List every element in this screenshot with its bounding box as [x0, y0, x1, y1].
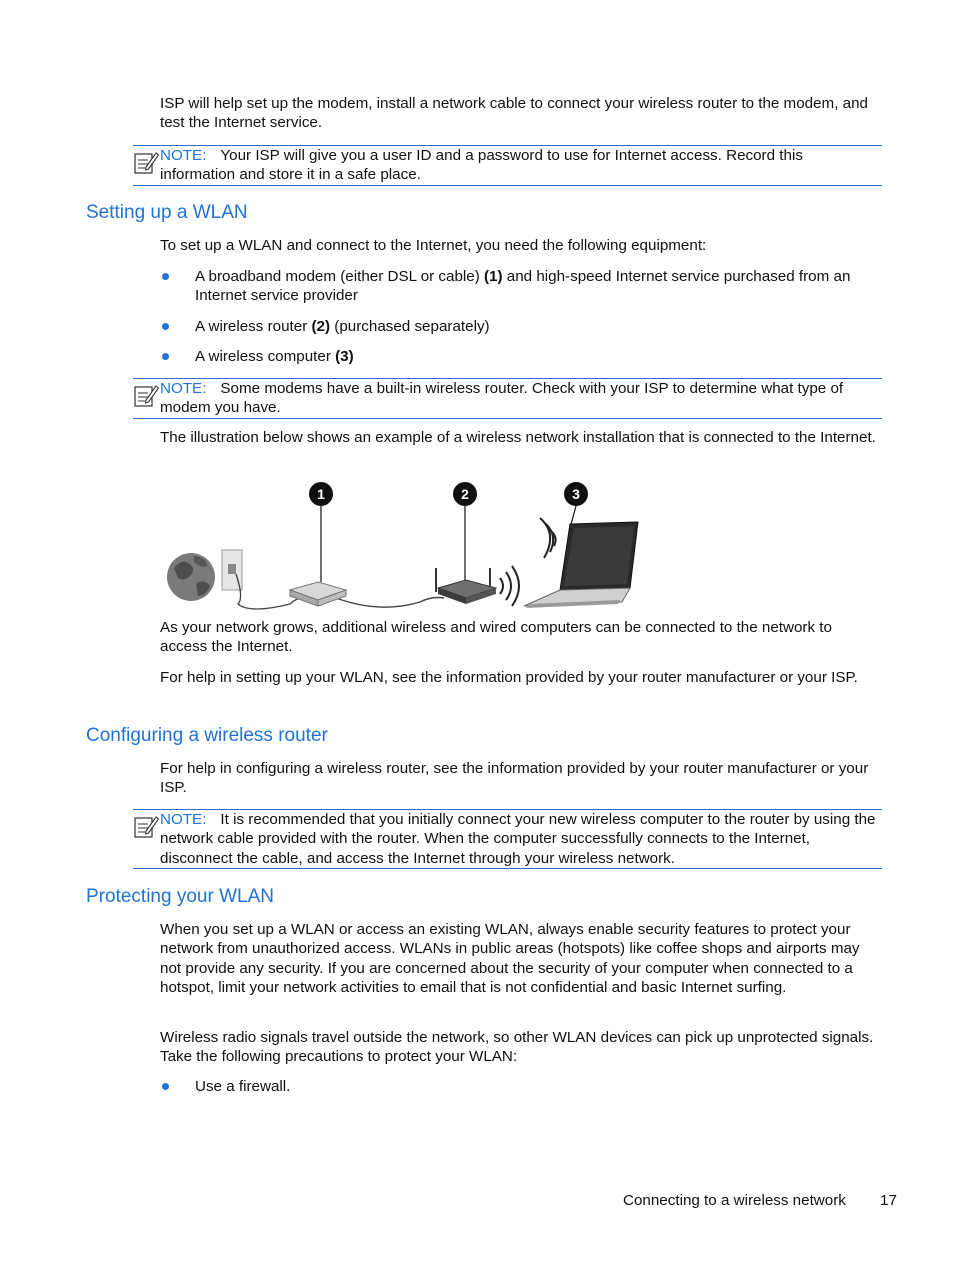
list-item-computer: A wireless computer (3)	[160, 347, 882, 367]
precautions-paragraph: Wireless radio signals travel outside the network, so other WLAN devices can pick up unprotected signals. Take the following precautions to protect your WLAN:	[160, 1029, 874, 1066]
page-number: 17	[880, 1192, 897, 1209]
network-grows-paragraph: As your network grows, additional wireless and wired computers can be connected to the network to access the Internet.	[160, 619, 832, 656]
security-paragraph: When you set up a WLAN or access an existing WLAN, always enable security features to protect your network from unauthorized access. WLANs in public areas (hotspots) like coffee shops and airports may not provide any security. If you are concerned about the security of your computer when connected to a hotspot, limit your network activities to email that is not confidential and basic Internet surfing.	[160, 921, 860, 997]
note-box-network-cable	[133, 809, 882, 869]
callout-1	[309, 482, 333, 506]
note-box-modem-router	[133, 378, 882, 419]
list-item-router: A wireless router (2) (purchased separately)	[160, 317, 882, 337]
wifi-signal-icon	[500, 566, 519, 606]
note-label: NOTE:	[160, 811, 207, 828]
list-item-firewall: Use a firewall.	[160, 1077, 882, 1097]
note-content: Some modems have a built-in wireless router. Check with your ISP to determine what type of modem you have.	[160, 380, 844, 417]
laptop-icon	[524, 522, 638, 608]
list-item-modem: A broadband modem (either DSL or cable) (1) and high-speed Internet service purchased from an Internet service provider	[160, 267, 882, 307]
globe-icon	[167, 553, 215, 601]
callout-2	[453, 482, 477, 506]
svg-text:1: 1	[317, 486, 325, 502]
wlan-help-paragraph: For help in setting up your WLAN, see the information provided by your router manufacturer or your ISP.	[160, 669, 858, 686]
note-content: It is recommended that you initially connect your new wireless computer to the router by using the network cable provided with the router. When the computer successfully connects to the Internet, disconnect the cable, and access the Internet through your wireless network.	[160, 811, 876, 867]
bullet-icon	[162, 353, 169, 360]
heading-protecting-wlan: Protecting your WLAN	[86, 886, 274, 907]
bullet-icon	[162, 273, 169, 280]
svg-text:3: 3	[572, 486, 580, 502]
heading-setting-up-wlan: Setting up a WLAN	[86, 202, 248, 223]
note-pencil-icon	[133, 149, 159, 175]
router-icon	[436, 568, 496, 604]
callout-3	[564, 482, 588, 506]
wireless-network-illustration	[160, 478, 650, 614]
router-help-paragraph: For help in configuring a wireless router, see the information provided by your router manufacturer or your ISP.	[160, 760, 869, 797]
note-pencil-icon	[133, 813, 159, 839]
wifi-signal-icon	[540, 518, 556, 558]
note-label: NOTE:	[160, 147, 207, 164]
bullet-icon	[162, 323, 169, 330]
note-pencil-icon	[133, 382, 159, 408]
note-text	[160, 810, 882, 868]
modem-icon	[290, 582, 346, 606]
heading-configuring-router: Configuring a wireless router	[86, 725, 328, 746]
illustration-intro: The illustration below shows an example of a wireless network installation that is connected to the Internet.	[160, 429, 876, 446]
svg-text:2: 2	[461, 486, 469, 502]
note-content: Your ISP will give you a user ID and a password to use for Internet access. Record this information and store it in a safe place.	[160, 147, 803, 184]
note-label: NOTE:	[160, 380, 207, 397]
equipment-intro: To set up a WLAN and connect to the Internet, you need the following equipment:	[160, 237, 707, 254]
note-box-isp-credentials	[133, 145, 882, 186]
note-text	[160, 146, 882, 185]
note-text	[160, 379, 882, 418]
bullet-icon	[162, 1083, 169, 1090]
isp-paragraph: ISP will help set up the modem, install a network cable to connect your wireless router to the modem, and test the Internet service.	[160, 95, 868, 132]
footer-section-title: Connecting to a wireless network	[623, 1192, 846, 1209]
